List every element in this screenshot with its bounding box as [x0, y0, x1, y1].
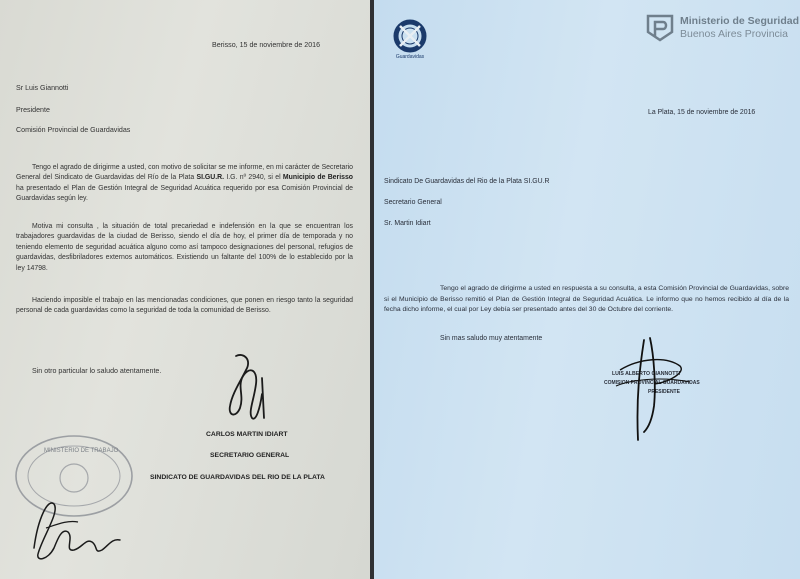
right-stamp-line-2: COMISION PROVINCIAL GUARDAVIDAS: [604, 380, 700, 386]
left-letter: [0, 0, 370, 579]
ministry-logo-icon: [644, 12, 676, 44]
ministry-name: Ministerio de Seguridad: [680, 15, 800, 27]
left-paragraph-1: [16, 163, 353, 205]
right-recipient-name: Sr. Martin Idiart: [384, 220, 431, 227]
right-closing: Sin mas saludo muy atentamente: [440, 335, 543, 342]
right-signature: [610, 336, 700, 446]
right-date: La Plata, 15 de noviembre de 2016: [648, 109, 756, 116]
left-recipient-title: Presidente: [16, 106, 50, 114]
left-paragraph-1-part-c: I.G. nº 2940, si el: [224, 174, 283, 182]
left-recipient-org: Comisión Provincial de Guardavidas: [16, 126, 131, 134]
stamp-text: MINISTERIO DE TRABAJO: [44, 448, 119, 454]
left-paragraph-2: Motiva mi consulta , la situación de total precariedad e indefensión en la que se encuentran los trabajadores guardavidas de la ciudad de Berisso, siendo el día de hoy, el primer día de temporada y no teniendo elemento de seguridad acuática alguno como así tampoco designaciones del personal, refugios de guardavidas, desfibriladores externos automáticos. Existiendo un faltante del 100% de lo establecido por la ley 14798.: [16, 223, 353, 272]
right-stamp-line-3: PRESIDENTE: [648, 389, 680, 395]
left-recipient-name: Sr Luis Giannotti: [16, 84, 69, 92]
right-recipient-title: Secretario General: [384, 199, 442, 206]
guardavidas-emblem: [392, 14, 432, 60]
right-letter: [374, 0, 800, 579]
ministry-province: Buenos Aires Provincia: [680, 28, 788, 40]
emblem-text: Guardavidas: [395, 54, 425, 60]
left-signer-name: CARLOS MARTIN IDIART: [206, 431, 288, 438]
right-paragraph-1: Tengo el agrado de dirigirme a usted en respuesta a su consulta, a esta Comisión Provincial de Guardavidas, sobre si el Municipio de Berisso remitió el Plan de Gestión Integral de Seguridad Acuática. Le informo que no hemos recibido al día de la fecha dicho informe, el cual por Ley debía ser presentado antes del 30 de Octubre del corriente.: [384, 285, 789, 314]
left-signer-title: SECRETARIO GENERAL: [210, 452, 290, 459]
left-paragraph-1-municipio: Municipio de Berisso: [282, 174, 353, 182]
left-date: Berisso, 15 de noviembre de 2016: [212, 41, 321, 49]
left-paragraph-3: Haciendo imposible el trabajo en las mencionadas condiciones, que ponen en riesgo tanto la seguridad personal de cada guardavidas como la seguridad de toda la comunidad de Berisso.: [16, 297, 353, 315]
right-recipient-org: Sindicato De Guardavidas del Rio de la Plata SI.GU.R: [384, 178, 550, 185]
right-stamp-line-1: LUIS ALBERTO GIANNOTTI: [612, 371, 681, 377]
left-paragraph-1-part-a: Tengo el agrado de dirigirme a usted, con motivo de solicitar se me informe, en mi carácter de Secretario General del Sindicato de Guardavidas del Río de la Plata: [16, 164, 353, 182]
second-signature: [28, 488, 138, 568]
left-signer-org: SINDICATO DE GUARDAVIDAS DEL RIO DE LA PLATA: [150, 474, 325, 481]
left-closing: Sin otro particular lo saludo atentamente.: [32, 367, 162, 375]
left-paragraph-1-part-e: ha presentado el Plan de Gestión Integral de Seguridad Acuática requerido por esa Comisión Provincial de Guardavidas según ley.: [16, 184, 353, 203]
left-paragraph-1-sigur: SI.GU.R.: [196, 174, 225, 182]
signature-scribble: [218, 348, 278, 428]
